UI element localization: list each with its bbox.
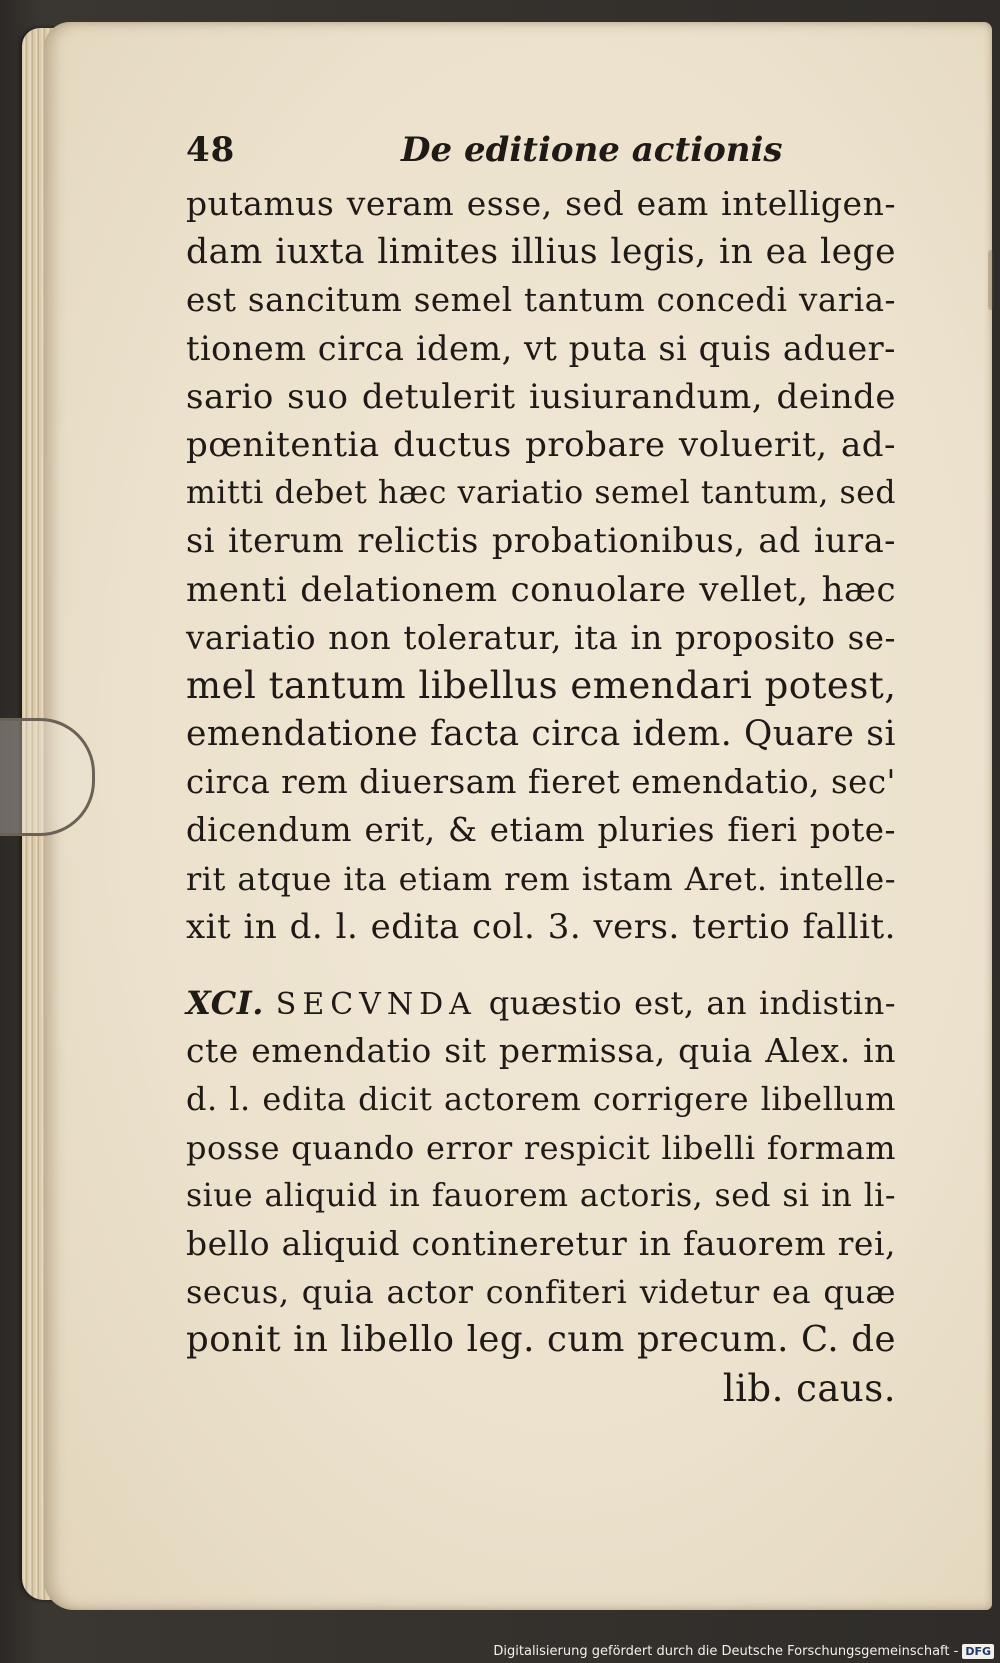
page-header — [186, 118, 896, 180]
digitization-credit — [493, 1644, 994, 1659]
text-line: ponit in libello leg. cum precum. C. de — [186, 1319, 896, 1361]
text-line: circa rem diuersam fieret emendatio, sec' — [186, 763, 896, 802]
text-line: cte emendatio sit permissa, quia Alex. in — [186, 1031, 896, 1071]
text-line: xit in d. l. edita col. 3. vers. tertio fallit. — [186, 906, 896, 947]
page-number: 48 — [186, 130, 236, 170]
paragraph-2 — [186, 979, 896, 1413]
paragraph-gap — [186, 951, 896, 979]
text-line: mitti debet hæc variatio semel tantum, sed — [186, 475, 896, 512]
paragraph-1 — [186, 180, 896, 951]
text-run: quæstio est, an indistin- — [488, 984, 897, 1022]
section-numeral: XCI. — [186, 984, 264, 1022]
text-line: posse quando error respicit libelli formam — [186, 1128, 896, 1167]
text-line: mel tantum libellus emendari potest, — [186, 663, 897, 707]
text-line: tionem circa idem, vt puta si quis aduer- — [186, 328, 896, 368]
text-line: si iterum relictis probationibus, ad iura- — [186, 521, 896, 561]
catchword: lib. caus. — [722, 1366, 896, 1410]
text-line: secus, quia actor confiteri videtur ea quæ — [186, 1273, 896, 1312]
text-line: rit atque ita etiam rem istam Aret. intelle- — [186, 859, 896, 898]
small-caps-word: SECVNDA — [275, 987, 477, 1022]
text-line-first — [186, 979, 896, 1027]
text-line: dam iuxta limites illius legis, in ea lege — [186, 232, 896, 273]
text-line: putamus veram esse, sed eam intelligen- — [186, 184, 896, 223]
text-line: bello aliquid contineretur in fauorem rei, — [186, 1223, 896, 1263]
text-line: pœnitentia ductus probare voluerit, ad- — [186, 424, 896, 465]
dfg-logo: DFG — [962, 1644, 994, 1659]
running-title: De editione actionis — [401, 130, 783, 170]
text-line: emendatione facta circa idem. Quare si — [186, 714, 896, 755]
text-line: siue aliquid in fauorem actoris, sed si in li- — [186, 1177, 896, 1214]
credit-text: Digitalisierung gefördert durch die Deutsche Forschungsgemeinschaft - — [493, 1644, 959, 1659]
text-line: d. l. edita dicit actorem corrigere libellum — [186, 1080, 896, 1119]
text-line: menti delationem conuolare vellet, hæc — [186, 569, 896, 610]
text-line: dicendum erit, & etiam pluries fieri pote- — [186, 811, 896, 850]
text-line: est sancitum semel tantum concedi varia- — [186, 281, 896, 320]
page-mark — [988, 250, 994, 310]
text-line: sario suo detulerit iusiurandum, deinde — [186, 376, 896, 417]
text-line: variatio non toleratur, ita in proposito se- — [186, 618, 896, 657]
text-block — [186, 118, 896, 1413]
